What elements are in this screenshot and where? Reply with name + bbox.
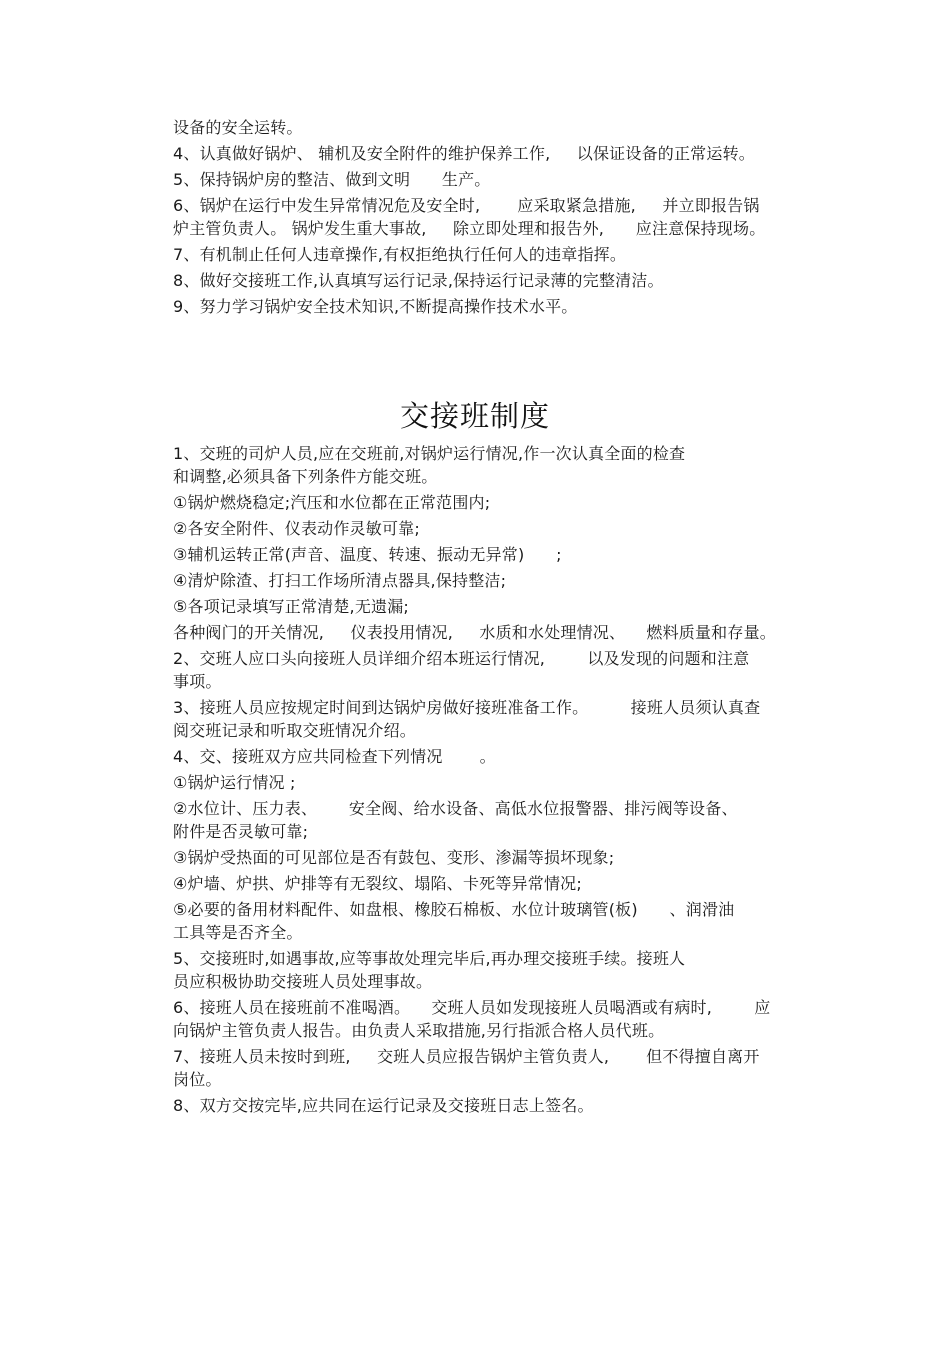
text-line: 岗位。 (173, 1070, 222, 1089)
section-title: 交接班制度 (399, 399, 550, 433)
text-line: 事项。 (173, 672, 222, 691)
text-line: ④清炉除渣、打扫工作场所清点器具,保持整洁; (173, 571, 507, 590)
text-line: 4、认真做好锅炉、 辅机及安全附件的维护保养工作, 以保证设备的正常运转。 (173, 144, 755, 163)
text-line: 8、做好交接班工作,认真填写运行记录,保持运行记录薄的完整清洁。 (173, 271, 664, 290)
text-line: 8、双方交按完毕,应共同在运行记录及交接班日志上签名。 (173, 1096, 594, 1115)
text-line: 1、交班的司炉人员,应在交班前,对锅炉运行情况,作一次认真全面的检查 (173, 444, 686, 463)
text-line: 设备的安全运转。 (173, 118, 303, 137)
text-line: 7、有机制止任何人违章操作,有权拒绝执行任何人的违章指挥。 (173, 245, 627, 264)
text-line: ⑤各项记录填写正常清楚,无遗漏; (173, 597, 410, 616)
text-line: 3、接班人员应按规定时间到达锅炉房做好接班准备工作。 接班人员须认真查 (173, 698, 761, 717)
text-line: 各种阀门的开关情况, 仪表投用情况, 水质和水处理情况、 燃料质量和存量。 (173, 623, 776, 642)
text-line: 2、交班人应口头向接班人员详细介绍本班运行情况, 以及发现的问题和注意 (173, 649, 750, 668)
text-line: 9、努力学习锅炉安全技术知识,不断提高操作技术水平。 (173, 297, 578, 316)
text-line: 6、锅炉在运行中发生异常情况危及安全时, 应采取紧急措施, 并立即报告锅 (173, 196, 760, 215)
text-line: ②水位计、压力表、 安全阀、给水设备、高低水位报警器、排污阀等设备、 (173, 799, 738, 818)
text-line: 阅交班记录和听取交班情况介绍。 (173, 721, 417, 740)
text-line: 4、交、接班双方应共同检查下列情况 。 (173, 747, 496, 766)
text-line: 员应积极协助交接班人员处理事故。 (173, 972, 433, 991)
text-line: ④炉墙、炉拱、炉排等有无裂纹、塌陷、卡死等异常情况; (173, 874, 582, 893)
text-line: ②各安全附件、仪表动作灵敏可靠; (173, 519, 420, 538)
text-line: 工具等是否齐全。 (173, 923, 303, 942)
text-line: ③锅炉受热面的可见部位是否有鼓包、变形、渗漏等损坏现象; (173, 848, 615, 867)
text-line: 炉主管负责人。 锅炉发生重大事故, 除立即处理和报告外, 应注意保持现场。 (173, 219, 766, 238)
text-line: 向锅炉主管负责人报告。由负责人采取措施,另行指派合格人员代班。 (173, 1021, 665, 1040)
text-line: ①锅炉运行情况 ; (173, 773, 296, 792)
text-line: ③辅机运转正常(声音、温度、转速、振动无异常) ; (173, 545, 562, 564)
text-line: ①锅炉燃烧稳定;汽压和水位都在正常范围内; (173, 493, 491, 512)
section-duties-continued (173, 115, 813, 320)
text-line: ⑤必要的备用材料配件、如盘根、橡胶石棉板、水位计玻璃管(板) 、润滑油 (173, 900, 735, 919)
text-line: 6、接班人员在接班前不准喝酒。 交班人员如发现接班人员喝酒或有病时, 应 (173, 998, 771, 1017)
text-line: 5、交接班时,如遇事故,应等事故处理完毕后,再办理交接班手续。接班人 (173, 949, 686, 968)
section-shift-handover (173, 441, 813, 1119)
text-line: 和调整,必须具备下列条件方能交班。 (173, 467, 438, 486)
text-line: 7、接班人员未按时到班, 交班人员应报告锅炉主管负责人, 但不得擅自离开 (173, 1047, 760, 1066)
text-line: 附件是否灵敏可靠; (173, 822, 309, 841)
text-line: 5、保持锅炉房的整洁、做到文明 生产。 (173, 170, 491, 189)
